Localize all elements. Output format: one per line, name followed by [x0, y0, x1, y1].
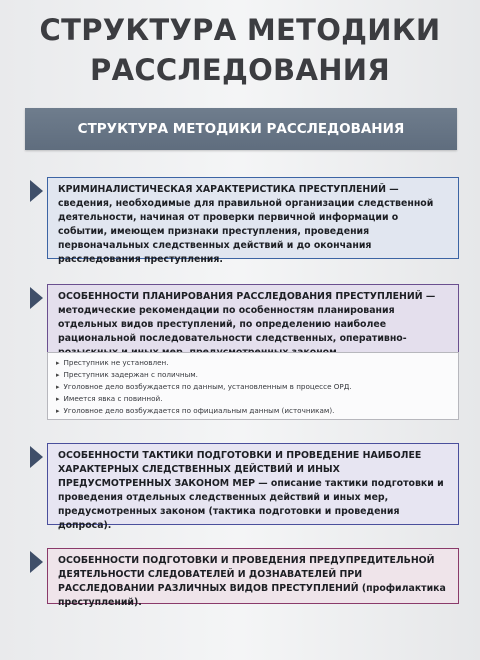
arrow-right-icon: [30, 551, 43, 573]
list-item: ▸ Уголовное дело возбуждается по данным, установленным в процессе ОРД.: [56, 381, 450, 393]
section-text: сведения, необходимые для правильной организации следственной деятельности, начиная от проверки первичной информации о событии, имеющем признаки преступления, проведения первоначальных следственных действий и до окончания расследования преступления.: [58, 198, 434, 265]
list-item: ▸ Имеется явка с повинной.: [56, 393, 450, 405]
section-heading: ОСОБЕННОСТИ ТАКТИКИ ПОДГОТОВКИ И ПРОВЕДЕНИЕ НАИБОЛЕЕ ХАРАКТЕРНЫХ СЛЕДСТВЕННЫХ ДЕЙСТВИЙ И ИНЫХ ПРЕДУСМОТРЕННЫХ ЗАКОНОМ МЕР —: [58, 450, 422, 489]
section-heading: ОСОБЕННОСТИ ПЛАНИРОВАНИЯ РАССЛЕДОВАНИЯ ПРЕСТУПЛЕНИЙ —: [58, 291, 436, 302]
section-heading: ОСОБЕННОСТИ ПОДГОТОВКИ И ПРОВЕДЕНИЯ ПРЕДУПРЕДИТЕЛЬНОЙ ДЕЯТЕЛЬНОСТИ СЛЕДОВАТЕЛЕЙ И ДОЗНАВАТЕЛЕЙ ПРИ РАССЛЕДОВАНИИ РАЗЛИЧНЫХ ВИДОВ ПРЕСТУПЛЕНИЙ: [58, 555, 435, 594]
poster-title-line2: РАССЛЕДОВАНИЯ: [90, 53, 390, 87]
section-crime-prevention: [47, 548, 459, 608]
arrow-right-icon: [30, 446, 43, 468]
section-investigation-planning: [47, 284, 459, 356]
poster-title-line1: СТРУКТУРА МЕТОДИКИ: [39, 13, 441, 47]
list-item: ▸ Уголовное дело возбуждается по официальным данным (источникам).: [56, 405, 450, 417]
arrow-right-icon: [30, 180, 43, 202]
section-investigative-tactics: [47, 443, 459, 531]
list-item: ▸ Преступник задержан с поличным.: [56, 369, 450, 381]
list-item: ▸ Преступник не установлен.: [56, 357, 450, 369]
section-banner: СТРУКТУРА МЕТОДИКИ РАССЛЕДОВАНИЯ: [25, 108, 457, 150]
investigation-situations-list: [47, 352, 459, 420]
poster-title: [0, 10, 480, 90]
section-text: (профилактика преступлений).: [58, 583, 446, 608]
arrow-right-icon: [30, 287, 43, 309]
section-heading: КРИМИНАЛИСТИЧЕСКАЯ ХАРАКТЕРИСТИКА ПРЕСТУПЛЕНИЙ —: [58, 184, 399, 195]
section-criminalistic-characteristic: [47, 177, 459, 265]
section-text: методические рекомендации по особенностям планирования отдельных видов преступлений, по определению наиболее рациональной последовательности следственных, оперативно-: [58, 305, 407, 344]
section-text: описание тактики подготовки и проведения отдельных следственных действий и иных мер, предусмотренных законом (тактика подготовки и проведения допроса).: [58, 478, 444, 531]
